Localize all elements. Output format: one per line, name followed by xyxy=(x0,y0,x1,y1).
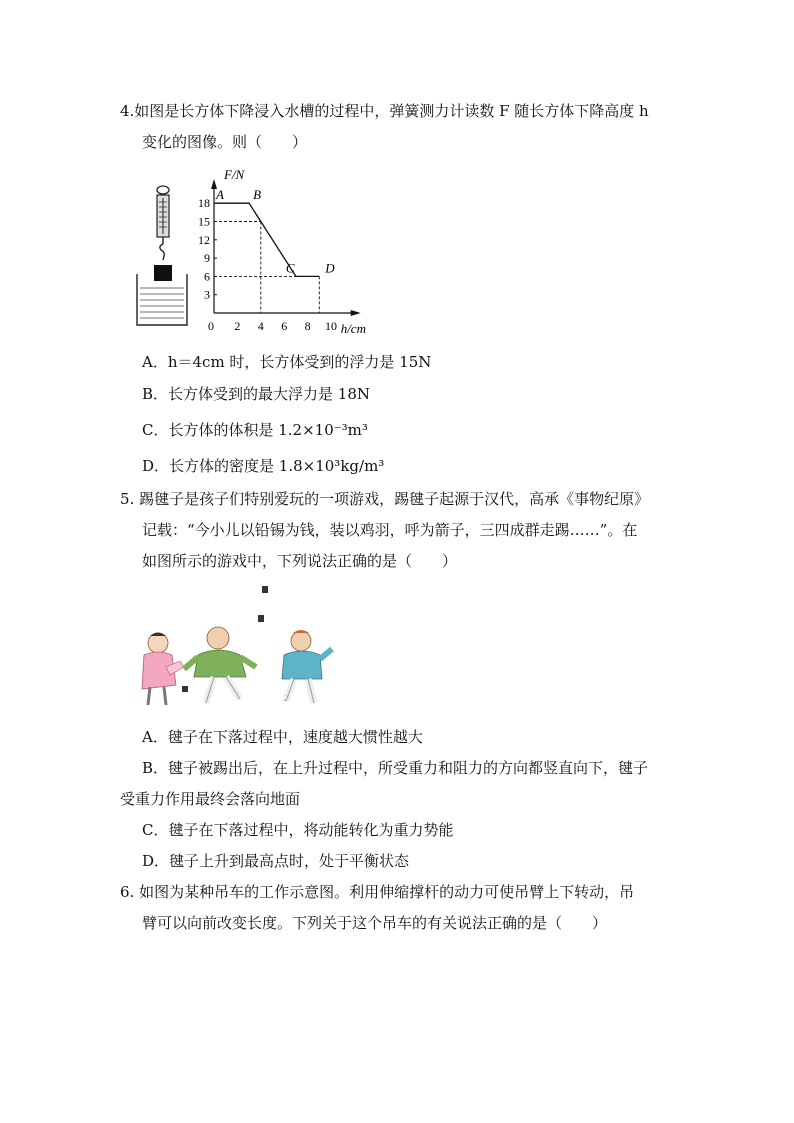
q5-option-a: A．毽子在下落过程中，速度越大惯性越大 xyxy=(142,728,423,746)
x-tick-label: 2 xyxy=(234,319,241,333)
q5-option-b-line2: 受重力作用最终会落向地面 xyxy=(120,790,301,808)
q4-stem-line1: 4.如图是长方体下降浸入水槽的过程中，弹簧测力计读数 F 随长方体下降高度 h xyxy=(120,102,649,120)
y-tick-label: 9 xyxy=(204,251,210,266)
q4-option-a: A．h＝4cm 时，长方体受到的浮力是 15N xyxy=(142,353,432,371)
y-tick-label: 12 xyxy=(198,232,210,247)
q5-option-c: C．毽子在下落过程中，将动能转化为重力势能 xyxy=(142,821,454,839)
spring-scale-tank-figure xyxy=(134,182,194,332)
y-tick-label: 3 xyxy=(204,287,210,302)
x-tick-label: 0 xyxy=(208,319,214,333)
y-axis-label: F/N xyxy=(224,167,245,182)
x-tick-label: 10 xyxy=(325,319,337,333)
q4-option-d: D．长方体的密度是 1.8×10³kg/m³ xyxy=(142,457,385,475)
q5-option-b-line1: B．毽子被踢出后，在上升过程中，所受重力和阻力的方向都竖直向下，毽子 xyxy=(142,759,649,777)
children-kicking-shuttlecock-illustration xyxy=(138,583,338,713)
x-tick-label: 4 xyxy=(257,319,264,333)
y-tick-label: 15 xyxy=(198,214,210,229)
point-label: B xyxy=(253,187,262,203)
q4-option-b: B．长方体受到的最大浮力是 18N xyxy=(142,385,371,403)
x-axis-label: h/cm xyxy=(340,321,366,336)
q6-stem-line1: 6. 如图为某种吊车的工作示意图。利用伸缩撑杆的动力可使吊臂上下转动，吊 xyxy=(120,883,635,901)
q4-stem-line2: 变化的图像。则（ ） xyxy=(142,133,308,151)
q6-stem-line2: 臂可以向前改变长度。下列关于这个吊车的有关说法正确的是（ ） xyxy=(142,914,608,932)
q5-stem-line3: 如图所示的游戏中，下列说法正确的是（ ） xyxy=(142,552,458,570)
force-height-chart xyxy=(192,163,402,338)
point-label: C xyxy=(285,260,295,276)
q5-option-d: D．毽子上升到最高点时，处于平衡状态 xyxy=(142,852,410,870)
point-label: D xyxy=(325,260,335,276)
y-tick-label: 18 xyxy=(198,196,210,211)
point-label: A xyxy=(216,187,224,203)
q4-option-c: C．长方体的体积是 1.2×10⁻³m³ xyxy=(142,421,368,439)
q5-stem-line2: 记载：“今小儿以铅锡为钱，装以鸡羽，呼为箭子，三四成群走踢……”。在 xyxy=(142,521,638,539)
q5-stem-line1: 5. 踢毽子是孩子们特别爱玩的一项游戏，踢毽子起源于汉代，高承《事物纪原》 xyxy=(120,490,650,508)
y-tick-label: 6 xyxy=(204,269,210,284)
x-tick-label: 6 xyxy=(281,319,288,333)
x-axis-arrow xyxy=(351,310,361,316)
force-series-line xyxy=(214,203,319,276)
x-tick-label: 8 xyxy=(304,319,311,333)
